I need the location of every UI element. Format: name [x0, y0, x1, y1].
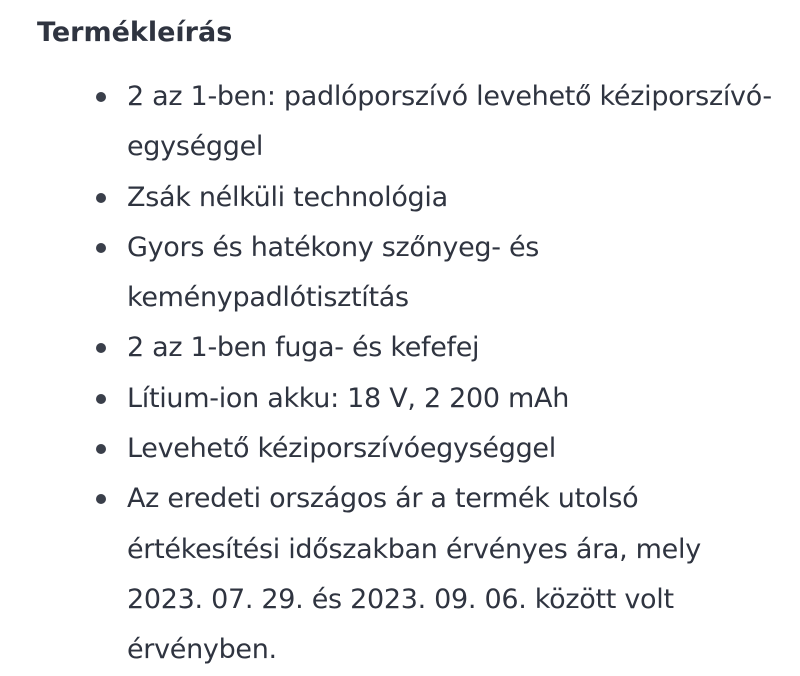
section-title: Termékleírás: [37, 17, 233, 48]
list-item-text: Lítium-ion akku: 18 V, 2 200 mAh: [127, 382, 570, 414]
list-item-text: Zsák nélküli technológia: [127, 181, 448, 213]
bullet-icon: [96, 193, 106, 203]
bullet-icon: [96, 494, 106, 504]
feature-list: [96, 72, 776, 676]
list-item-text: Levehető kéziporszívóegységgel: [127, 433, 556, 465]
list-item: [96, 223, 776, 324]
list-item: [96, 72, 776, 173]
bullet-icon: [96, 394, 106, 404]
list-item: [96, 474, 776, 675]
list-item-text: 2 az 1-ben fuga- és kefefej: [127, 332, 480, 364]
list-item-text: Az eredeti országos ár a termék utolsó értékesítési időszakban érvényes ára, mely 2023. 07. 29. és 2023. 09. 06. között volt érvényben.: [127, 483, 701, 666]
bullet-icon: [96, 92, 106, 102]
list-item: [96, 374, 776, 424]
list-item: [96, 424, 776, 474]
list-item: [96, 323, 776, 373]
bullet-icon: [96, 343, 106, 353]
list-item-text: 2 az 1-ben: padlóporszívó levehető kéziporszívó-egységgel: [127, 81, 772, 163]
bullet-icon: [96, 444, 106, 454]
list-item: [96, 173, 776, 223]
bullet-icon: [96, 243, 106, 253]
list-item-text: Gyors és hatékony szőnyeg- és keménypadlótisztítás: [127, 231, 540, 314]
